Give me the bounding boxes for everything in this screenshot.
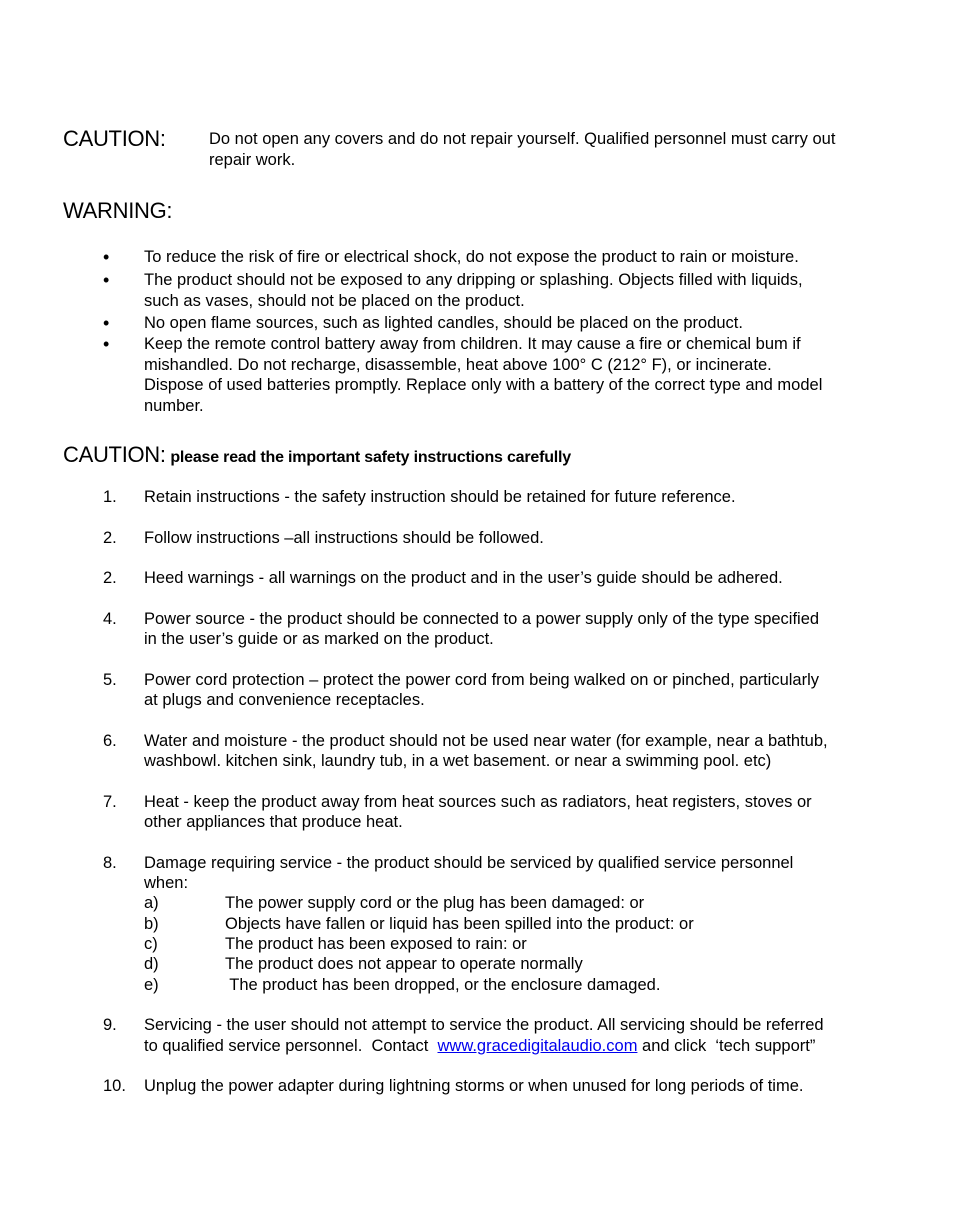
warning-bullet-4-line-1: Keep the remote control battery away from children. It may cause a fire or chemical bum if xyxy=(144,335,801,353)
caution-heading: CAUTION: xyxy=(63,126,166,151)
list-number: 10. xyxy=(103,1077,126,1095)
caution-heading-2: CAUTION: xyxy=(63,442,166,467)
instruction-9-line-1: Servicing - the user should not attempt to service the product. All servicing should be referred xyxy=(144,1016,824,1034)
warning-bullet-1-line-1: To reduce the risk of fire or electrical shock, do not expose the product to rain or moisture. xyxy=(144,248,799,266)
subitem-label: d) xyxy=(144,955,159,973)
instruction-5-line-1: Power cord protection – protect the power cord from being walked on or pinched, particularly xyxy=(144,671,820,689)
safety-instructions-heading xyxy=(63,442,571,468)
subitem-text: The power supply cord or the plug has been damaged: or xyxy=(225,894,645,912)
subitem-label: a) xyxy=(144,894,159,912)
instruction-7-line-2: other appliances that produce heat. xyxy=(144,813,403,831)
subitem-text: Objects have fallen or liquid has been spilled into the product: or xyxy=(225,915,694,933)
instruction-10-line-1: Unplug the power adapter during lightning storms or when unused for long periods of time. xyxy=(144,1077,804,1095)
subitem-text: The product has been exposed to rain: or xyxy=(225,935,527,953)
warning-bullet-4-line-2: mishandled. Do not recharge, disassemble, heat above 100° C (212° F), or incinerate. xyxy=(144,356,772,374)
instruction-8-line-2: when: xyxy=(144,874,189,892)
list-number: 4. xyxy=(103,610,117,628)
caution-subtitle: please read the important safety instructions carefully xyxy=(170,449,571,466)
warning-bullet-4-line-4: number. xyxy=(144,397,204,415)
subitem-text: The product does not appear to operate normally xyxy=(225,955,583,973)
subitem-label: e) xyxy=(144,976,159,994)
caution-text-line-1: Do not open any covers and do not repair yourself. Qualified personnel must carry out xyxy=(209,130,836,148)
instruction-2-line-1: Follow instructions –all instructions should be followed. xyxy=(144,529,544,547)
list-number: 9. xyxy=(103,1016,117,1034)
warning-bullet-2-line-2: such as vases, should not be placed on the product. xyxy=(144,292,525,310)
warning-bullet-2-line-1: The product should not be exposed to any dripping or splashing. Objects filled with liquids, xyxy=(144,271,803,289)
instruction-3-line-1: Heed warnings - all warnings on the product and in the user’s guide should be adhered. xyxy=(144,569,783,587)
instruction-9-line-2-post: and click ‘tech support” xyxy=(637,1037,816,1055)
instruction-7-line-1: Heat - keep the product away from heat sources such as radiators, heat registers, stoves or xyxy=(144,793,812,811)
warning-bullet-4-line-3: Dispose of used batteries promptly. Replace only with a battery of the correct type and model xyxy=(144,376,823,394)
support-website-link[interactable]: www.gracedigitalaudio.com xyxy=(437,1037,638,1055)
instruction-4-line-1: Power source - the product should be connected to a power supply only of the type specified xyxy=(144,610,820,628)
bullet-marker: • xyxy=(103,270,110,290)
list-number: 8. xyxy=(103,854,117,872)
instruction-9-line-2 xyxy=(144,1036,904,1057)
bullet-marker: • xyxy=(103,334,110,354)
instruction-6-line-2: washbowl. kitchen sink, laundry tub, in a wet basement. or near a swimming pool. etc) xyxy=(144,752,772,770)
instruction-6-line-1: Water and moisture - the product should not be used near water (for example, near a bathtub, xyxy=(144,732,828,750)
list-number: 2. xyxy=(103,529,117,547)
instruction-4-line-2: in the user’s guide or as marked on the product. xyxy=(144,630,494,648)
caution-text-line-2: repair work. xyxy=(209,151,296,169)
bullet-marker: • xyxy=(103,313,110,333)
list-number: 1. xyxy=(103,488,117,506)
instruction-5-line-2: at plugs and convenience receptacles. xyxy=(144,691,425,709)
bullet-marker: • xyxy=(103,247,110,267)
subitem-label: c) xyxy=(144,935,158,953)
subitem-label: b) xyxy=(144,915,159,933)
warning-heading: WARNING: xyxy=(63,198,173,223)
instruction-9-line-2-pre: to qualified service personnel. Contact xyxy=(144,1037,438,1055)
warning-bullet-3-line-1: No open flame sources, such as lighted candles, should be placed on the product. xyxy=(144,314,743,332)
instruction-8-line-1: Damage requiring service - the product should be serviced by qualified service personnel xyxy=(144,854,794,872)
list-number: 6. xyxy=(103,732,117,750)
list-number: 5. xyxy=(103,671,117,689)
list-number: 2. xyxy=(103,569,117,587)
instruction-1-line-1: Retain instructions - the safety instruction should be retained for future reference. xyxy=(144,488,736,506)
list-number: 7. xyxy=(103,793,117,811)
subitem-text: The product has been dropped, or the enclosure damaged. xyxy=(225,976,661,994)
